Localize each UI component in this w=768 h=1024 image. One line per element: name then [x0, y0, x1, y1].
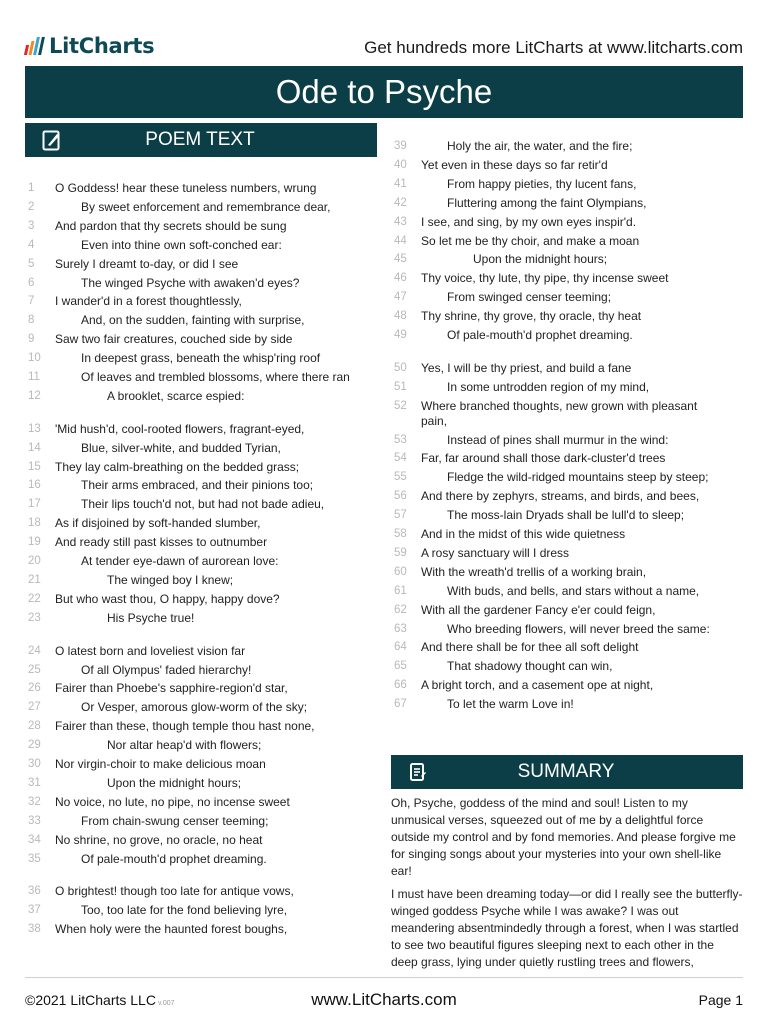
line-number: 10 [28, 352, 41, 364]
line-number: 15 [28, 461, 41, 473]
line-text: To let the warm Love in! [447, 697, 574, 711]
line-number: 45 [394, 253, 407, 265]
line-text: Yet even in these days so far retir'd [421, 158, 608, 172]
line-number: 33 [28, 815, 41, 827]
line-number: 23 [28, 612, 41, 624]
line-text: By sweet enforcement and remembrance dear, [81, 200, 331, 214]
line-number: 4 [28, 239, 35, 251]
line-number: 39 [394, 140, 407, 152]
line-number: 28 [28, 720, 41, 732]
line-number: 59 [394, 547, 407, 559]
line-text: Of pale-mouth'd prophet dreaming. [447, 328, 633, 342]
line-number: 3 [28, 220, 35, 232]
line-number: 42 [394, 197, 407, 209]
line-text: Fluttering among the faint Olympians, [447, 196, 647, 210]
line-text: So let me be thy choir, and make a moan [421, 234, 640, 248]
line-number: 64 [394, 641, 407, 653]
line-text: Of all Olympus' faded hierarchy! [81, 663, 252, 677]
line-text: His Psyche true! [107, 611, 195, 625]
line-number: 61 [394, 585, 407, 597]
line-number: 1 [28, 182, 35, 194]
line-number: 36 [28, 885, 41, 897]
quill-page-icon [41, 129, 63, 151]
line-text: A bright torch, and a casement ope at night, [421, 678, 654, 692]
line-text: Fledge the wild-ridged mountains steep by steep; [447, 470, 709, 484]
line-text: Surely I dreamt to-day, or did I see [55, 257, 239, 271]
line-text: Thy shrine, thy grove, thy oracle, thy heat [421, 309, 642, 323]
line-number: 17 [28, 498, 41, 510]
line-number: 54 [394, 452, 407, 464]
line-text: Who breeding flowers, will never breed the same: [447, 622, 710, 636]
line-text: That shadowy thought can win, [447, 659, 613, 673]
line-number: 5 [28, 258, 35, 270]
line-number: 40 [394, 159, 407, 171]
line-text: Of leaves and trembled blossoms, where there ran [81, 370, 350, 384]
line-number: 67 [394, 698, 407, 710]
line-text: Nor virgin-choir to make delicious moan [55, 757, 266, 771]
line-number: 14 [28, 442, 41, 454]
line-text: Upon the midnight hours; [107, 776, 242, 790]
line-number: 27 [28, 701, 41, 713]
line-text: The moss-lain Dryads shall be lull'd to sleep; [447, 508, 685, 522]
line-text: In deepest grass, beneath the whisp'ring roof [81, 351, 321, 365]
line-text: At tender eye-dawn of aurorean love: [81, 554, 279, 568]
line-text: With all the gardener Fancy e'er could feign, [421, 603, 656, 617]
line-text: From swinged censer teeming; [447, 290, 612, 304]
line-text: I wander'd in a forest thoughtlessly, [55, 294, 242, 308]
line-number: 11 [28, 371, 40, 383]
line-number: 34 [28, 834, 41, 846]
line-number: 46 [394, 272, 407, 284]
line-text: Blue, silver-white, and budded Tyrian, [81, 441, 281, 455]
line-text: Their lips touch'd not, but had not bade adieu, [81, 497, 325, 511]
line-number: 58 [394, 528, 407, 540]
line-text: They lay calm-breathing on the bedded grass; [55, 460, 300, 474]
line-number: 60 [394, 566, 407, 578]
line-text: And there shall be for thee all soft delight [421, 640, 639, 654]
line-number: 12 [28, 390, 41, 402]
line-number: 16 [28, 479, 41, 491]
line-text: I see, and sing, by my own eyes inspir'd. [421, 215, 637, 229]
line-text: As if disjoined by soft-handed slumber, [55, 516, 261, 530]
line-number: 62 [394, 604, 407, 616]
summary-paragraph: Oh, Psyche, goddess of the mind and soul! Listen to my unmusical verses, squeezed out of me by a delightful force outside my control and by fond memories. And please forgive me for singing songs about your mysteries into your own shell-like ear! [391, 796, 736, 878]
line-text: From chain-swung censer teeming; [81, 814, 269, 828]
logo-bars-icon [25, 37, 43, 55]
notepad-icon [407, 761, 429, 783]
line-text: No shrine, no grove, no oracle, no heat [55, 833, 263, 847]
line-text: Where branched thoughts, new grown with pleasant [421, 399, 698, 413]
line-text: And, on the sudden, fainting with surprise, [81, 313, 305, 327]
line-text: Far, far around shall those dark-cluster'd trees [421, 451, 666, 465]
line-text: Of pale-mouth'd prophet dreaming. [81, 852, 267, 866]
line-number: 9 [28, 333, 35, 345]
line-text: pain, [421, 414, 448, 428]
line-number: 57 [394, 509, 407, 521]
line-number: 48 [394, 310, 407, 322]
line-text: O Goddess! hear these tuneless numbers, wrung [55, 181, 317, 195]
line-number: 65 [394, 660, 407, 672]
summary-paragraph: I must have been dreaming today—or did I really see the butterfly-winged goddess Psyche while I was awake? I was out meandering absentmindedly through a forest, when I was startled to see two beautiful figures sleeping next to each other in the deep grass, lying under quietly rustling trees and flowers, [391, 887, 743, 969]
line-number: 21 [28, 574, 41, 586]
litcharts-logo[interactable] [25, 34, 154, 58]
line-number: 8 [28, 314, 35, 326]
summary-label: SUMMARY [517, 761, 615, 782]
line-number: 25 [28, 664, 41, 676]
line-number: 31 [28, 777, 41, 789]
line-text: With the wreath'd trellis of a working brain, [421, 565, 647, 579]
line-text: Holy the air, the water, and the fire; [447, 139, 633, 153]
line-number: 50 [394, 362, 407, 374]
line-text: Fairer than these, though temple thou hast none, [55, 719, 315, 733]
version-text: v.007 [157, 1000, 175, 1007]
footer-site-link[interactable]: www.LitCharts.com [311, 990, 457, 1009]
line-text: O latest born and loveliest vision far [55, 644, 246, 658]
line-number: 2 [28, 201, 35, 213]
poem-text-label: POEM TEXT [145, 129, 255, 150]
line-text: Too, too late for the fond believing lyre, [81, 903, 288, 917]
line-text: With buds, and bells, and stars without a name, [447, 584, 700, 598]
line-text: Thy voice, thy lute, thy pipe, thy incense sweet [421, 271, 669, 285]
line-number: 44 [394, 235, 407, 247]
line-number: 20 [28, 555, 41, 567]
line-number: 22 [28, 593, 41, 605]
line-number: 30 [28, 758, 41, 770]
line-text: Saw two fair creatures, couched side by side [55, 332, 293, 346]
line-number: 47 [394, 291, 407, 303]
copyright-text: ©2021 LitCharts LLC [25, 992, 156, 1008]
footer-divider [25, 977, 743, 978]
line-number: 18 [28, 517, 41, 529]
line-text: And ready still past kisses to outnumber [55, 535, 268, 549]
line-text: The winged Psyche with awaken'd eyes? [81, 276, 300, 290]
line-number: 53 [394, 434, 407, 446]
line-number: 24 [28, 645, 41, 657]
line-number: 43 [394, 216, 407, 228]
line-number: 52 [394, 400, 407, 412]
line-text: Nor altar heap'd with flowers; [107, 738, 262, 752]
poem-text-header [25, 123, 377, 157]
line-text: Fairer than Phoebe's sapphire-region'd star, [55, 681, 288, 695]
line-text: A rosy sanctuary will I dress [421, 546, 570, 560]
line-text: The winged boy I knew; [107, 573, 234, 587]
line-text: No voice, no lute, no pipe, no incense sweet [55, 795, 290, 809]
line-number: 56 [394, 490, 407, 502]
line-number: 49 [394, 329, 407, 341]
line-text: But who wast thou, O happy, happy dove? [55, 592, 280, 606]
line-text: Even into thine own soft-conched ear: [81, 238, 282, 252]
header-tagline [364, 38, 743, 58]
line-number: 13 [28, 423, 41, 435]
line-text: O brightest! though too late for antique vows, [55, 884, 294, 898]
title-band [25, 66, 743, 118]
line-text: 'Mid hush'd, cool-rooted flowers, fragrant-eyed, [55, 422, 305, 436]
line-text: Instead of pines shall murmur in the wind: [447, 433, 669, 447]
summary-body [391, 795, 743, 977]
line-number: 41 [394, 178, 407, 190]
line-number: 32 [28, 796, 41, 808]
line-number: 35 [28, 853, 41, 865]
summary-header [391, 755, 743, 789]
line-text: Their arms embraced, and their pinions too; [81, 478, 314, 492]
line-text: In some untrodden region of my mind, [447, 380, 650, 394]
line-number: 29 [28, 739, 41, 751]
line-number: 19 [28, 536, 41, 548]
page-title: Ode to Psyche [275, 73, 493, 110]
line-number: 7 [28, 295, 35, 307]
line-number: 26 [28, 682, 41, 694]
line-text: Yes, I will be thy priest, and build a fane [421, 361, 632, 375]
line-text: Upon the midnight hours; [473, 252, 608, 266]
tagline-text: Get hundreds more LitCharts at [364, 38, 607, 57]
line-number: 6 [28, 277, 35, 289]
logo-text: LitCharts [49, 34, 155, 58]
tagline-url[interactable]: www.litcharts.com [606, 38, 743, 57]
line-text: And pardon that thy secrets should be sung [55, 219, 287, 233]
top-header [25, 30, 743, 64]
line-text: A brooklet, scarce espied: [107, 389, 245, 403]
line-number: 51 [394, 381, 407, 393]
line-text: Or Vesper, amorous glow-worm of the sky; [81, 700, 308, 714]
line-text: From happy pieties, thy lucent fans, [447, 177, 637, 191]
page-number: Page 1 [698, 992, 743, 1008]
line-text: When holy were the haunted forest boughs, [55, 922, 288, 936]
line-number: 38 [28, 923, 41, 935]
line-number: 66 [394, 679, 407, 691]
line-text: And in the midst of this wide quietness [421, 527, 626, 541]
line-number: 55 [394, 471, 407, 483]
line-number: 37 [28, 904, 41, 916]
line-number: 63 [394, 623, 407, 635]
line-text: And there by zephyrs, streams, and birds, and bees, [421, 489, 700, 503]
